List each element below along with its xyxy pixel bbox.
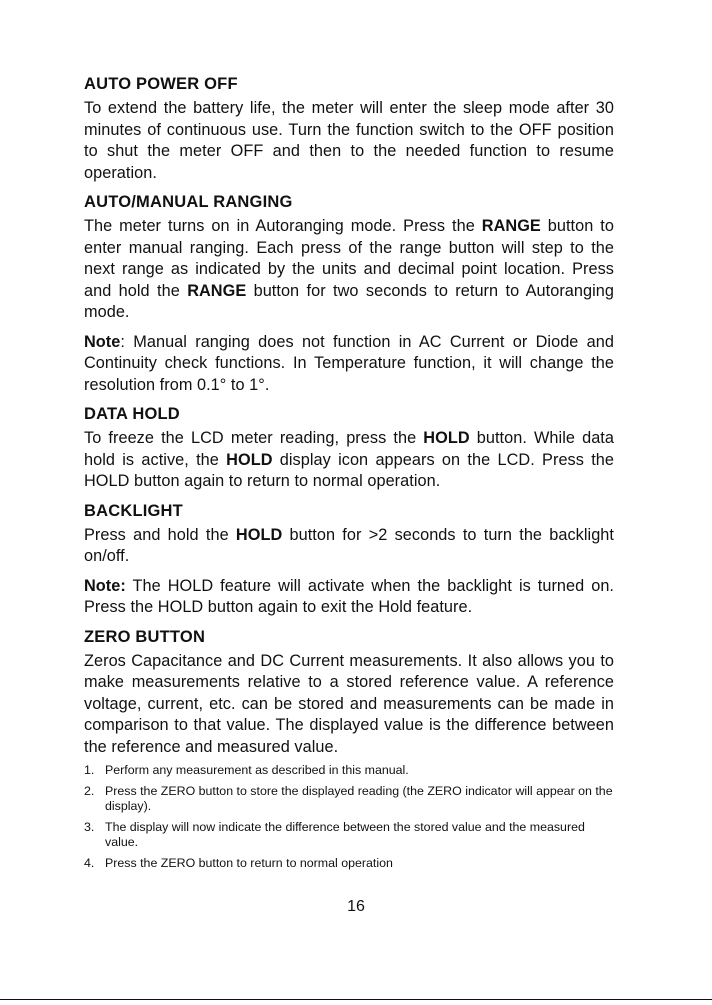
paragraph-data-hold [84, 428, 614, 493]
heading-zero-button: ZERO BUTTON [84, 627, 206, 646]
heading-auto-manual-ranging: AUTO/MANUAL RANGING [84, 193, 293, 211]
manual-page-content [84, 74, 614, 876]
data-hold-text-2: button. While data hold is active, the [84, 429, 614, 469]
note-backlight [84, 576, 614, 619]
zero-steps-list [84, 763, 614, 871]
step-text: Perform any measurement as described in this manual. [105, 763, 409, 777]
section-zero-button [84, 627, 614, 872]
heading-data-hold: DATA HOLD [84, 405, 180, 423]
ranging-text-2: button to enter manual ranging. Each press of the range button will step to the next range as indicated by the units and decimal point location. Press and hold the [84, 217, 614, 300]
paragraph-ranging [84, 216, 614, 324]
note-ranging [84, 332, 614, 397]
backlight-text-1: Press and hold the [84, 525, 236, 544]
bottom-divider [0, 999, 712, 1000]
note-label: Note [84, 332, 121, 351]
step-text: Press the ZERO button to store the displayed reading (the ZERO indicator will appear on the display). [105, 783, 613, 813]
ranging-text-1: The meter turns on in Autoranging mode. Press the [84, 217, 482, 235]
paragraph-zero-button: Zeros Capacitance and DC Current measurements. It also allows you to make measurements relative to a stored reference value. A reference voltage, current, etc. can be stored and measurements can be made in comparison to that value. The displayed value is the difference between the reference and measured value. [84, 651, 614, 756]
section-data-hold [84, 404, 614, 493]
data-hold-text-3: display icon appears on the LCD. Press the HOLD button again to return to normal operation. [84, 450, 614, 490]
hold-button-term: HOLD [423, 429, 470, 447]
note-backlight-text: The HOLD feature will activate when the backlight is turned on. Press the HOLD button again to exit the Hold feature. [84, 576, 614, 616]
list-item [84, 784, 614, 815]
heading-auto-power-off: AUTO POWER OFF [84, 75, 238, 93]
paragraph-auto-power-off: To extend the battery life, the meter will enter the sleep mode after 30 minutes of continuous use. Turn the function switch to the OFF position to shut the meter OFF and then to the needed function to resume operation. [84, 99, 614, 182]
step-number: 2. [84, 783, 95, 798]
range-button-term: RANGE [187, 281, 247, 300]
heading-backlight: BACKLIGHT [84, 501, 183, 520]
page-number: 16 [347, 898, 365, 915]
hold-button-term: HOLD [235, 525, 283, 544]
list-item [84, 763, 614, 779]
step-number: 4. [84, 855, 95, 870]
section-auto-manual-ranging [84, 192, 614, 396]
section-auto-power-off [84, 74, 614, 184]
backlight-text-2: button for >2 seconds to turn the backlight on/off. [84, 525, 614, 565]
ranging-text-3: button for two seconds to return to Autoranging mode. [84, 281, 614, 321]
paragraph-backlight [84, 525, 614, 568]
list-item [84, 820, 614, 851]
step-number: 3. [84, 819, 95, 834]
step-number: 1. [84, 763, 95, 777]
range-button-term: RANGE [481, 217, 541, 235]
hold-icon-term: HOLD [226, 450, 273, 469]
note-label: Note: [84, 576, 126, 595]
step-text: The display will now indicate the difference between the stored value and the measured value. [105, 819, 585, 849]
data-hold-text-1: To freeze the LCD meter reading, press the [84, 429, 424, 447]
note-ranging-text: : Manual ranging does not function in AC Current or Diode and Continuity check functions. In Temperature function, it will change the resolution from 0.1° to 1°. [84, 332, 614, 394]
section-backlight [84, 501, 614, 619]
list-item [84, 856, 614, 872]
step-text: Press the ZERO button to return to normal operation [105, 855, 393, 870]
